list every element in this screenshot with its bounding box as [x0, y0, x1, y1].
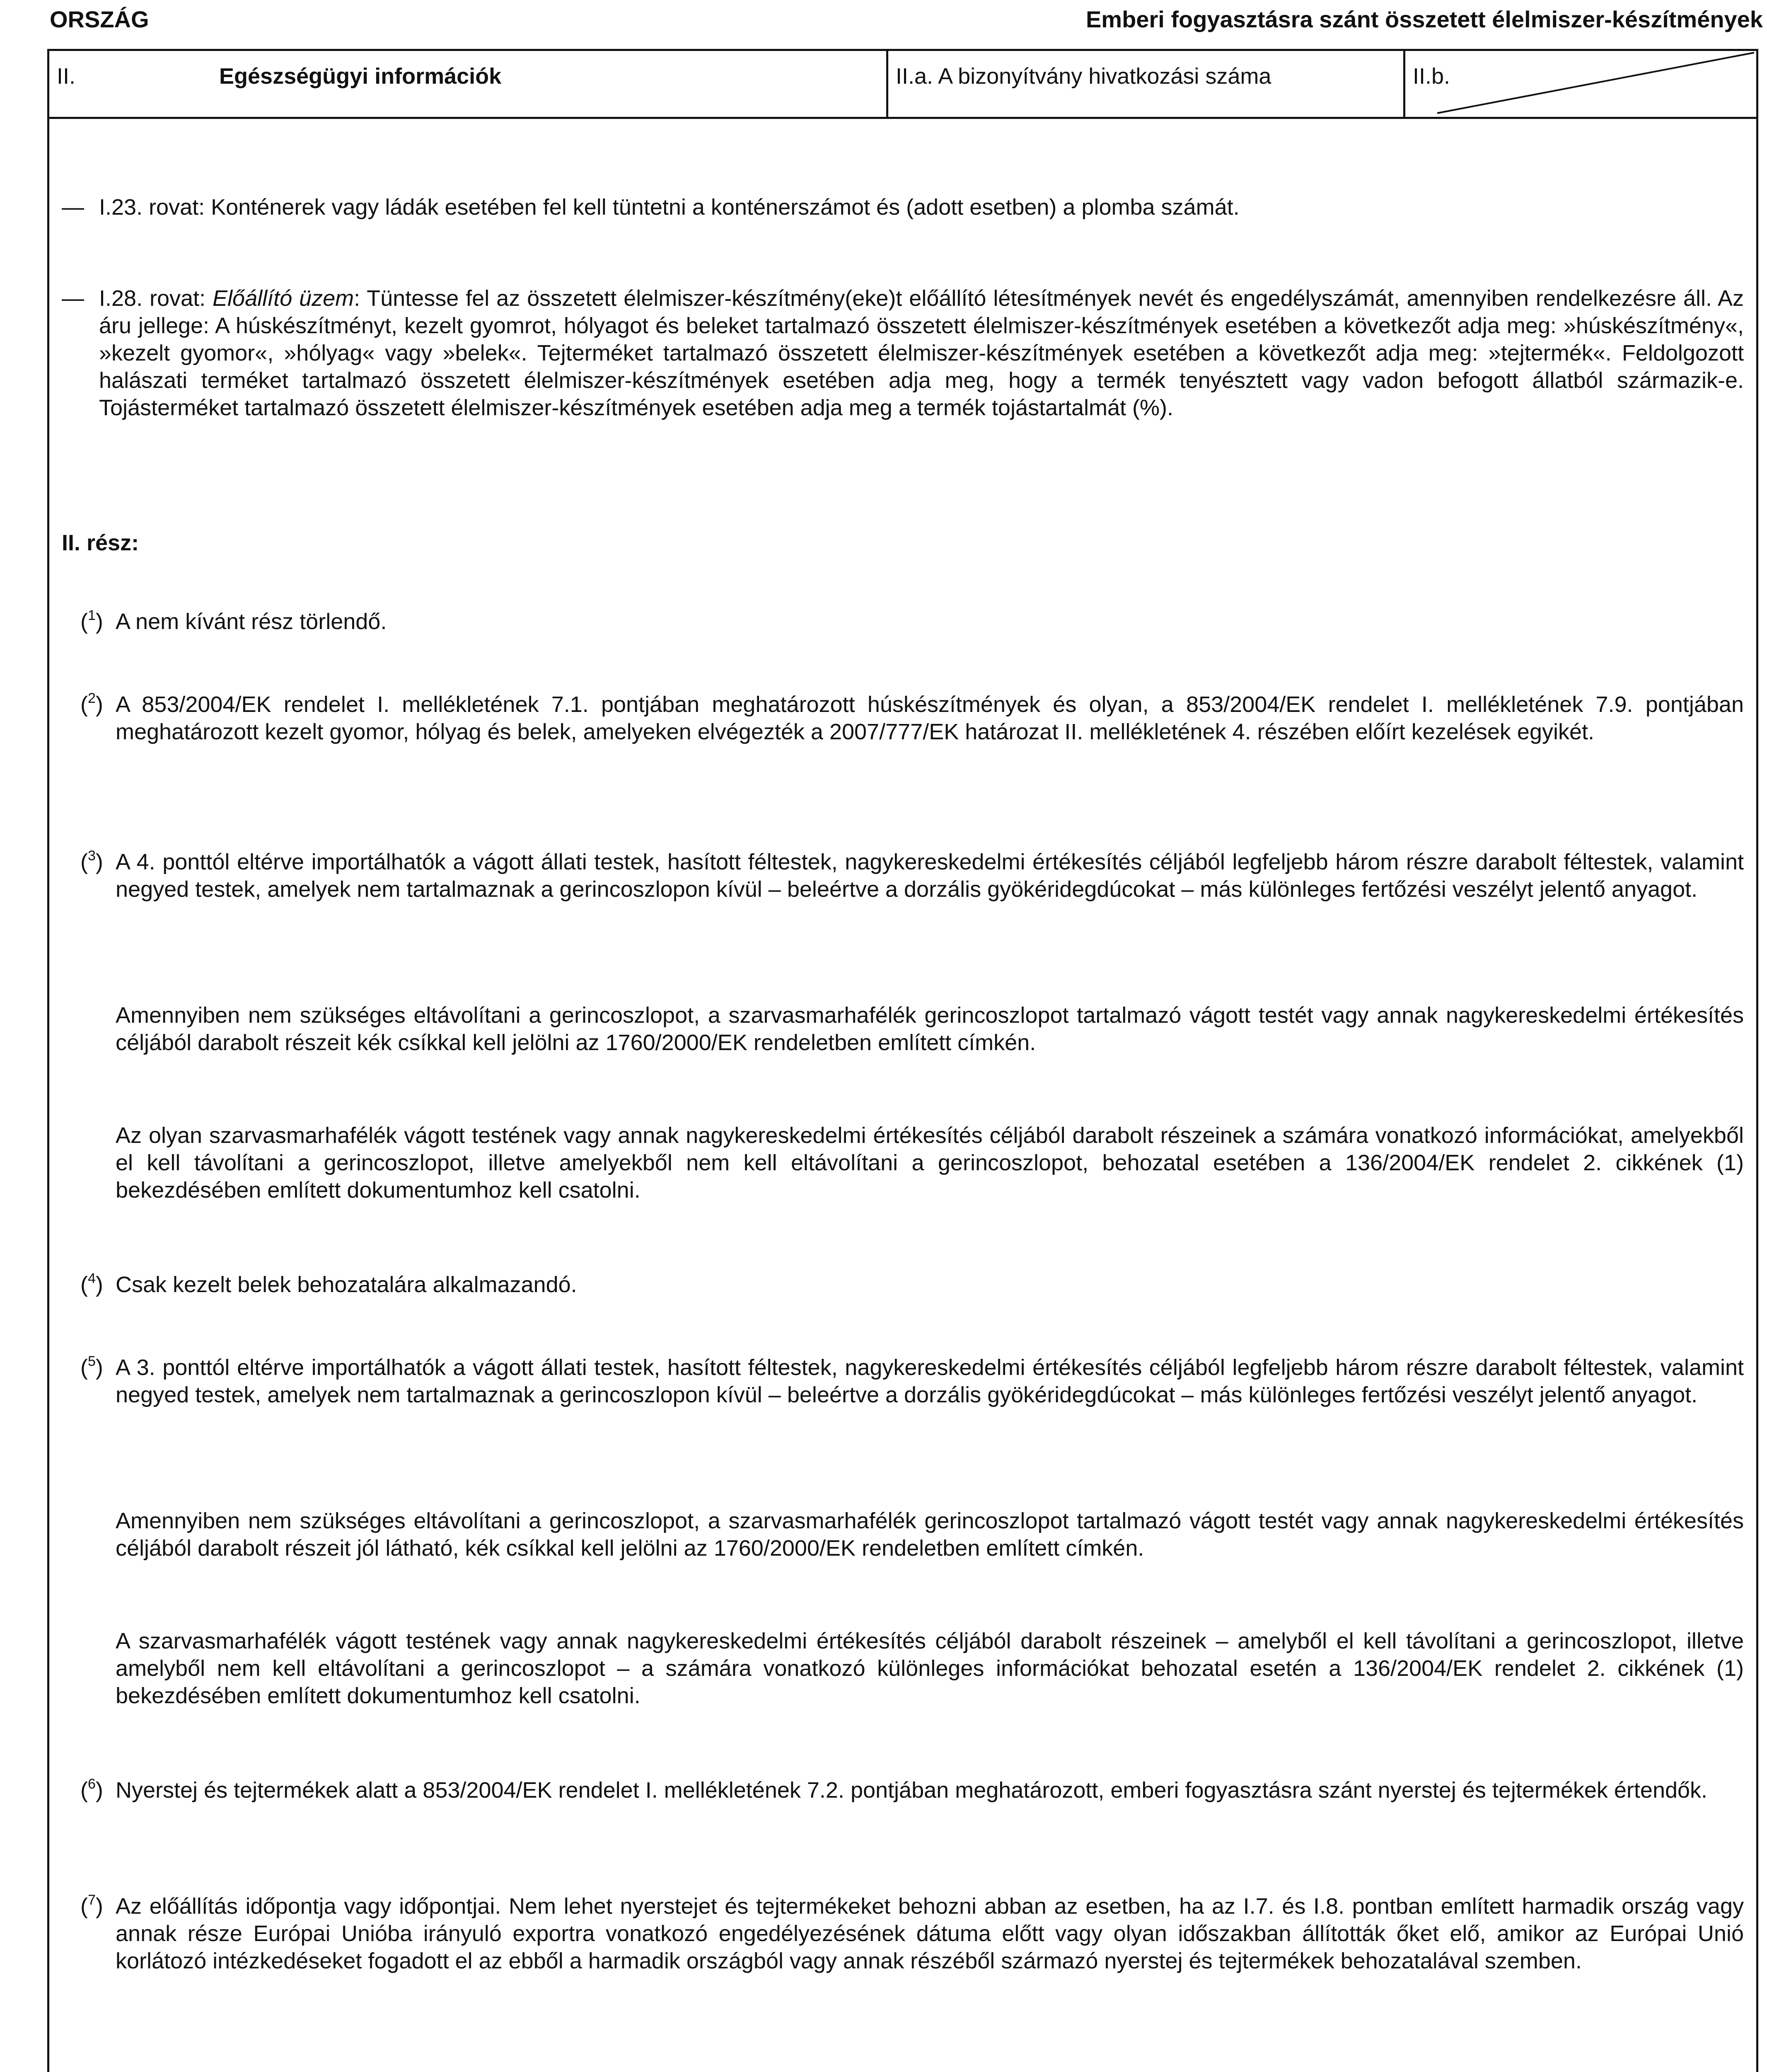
- note-i28-prefix: I.28. rovat:: [99, 286, 213, 311]
- diagonal-strike-line: [1433, 51, 1756, 115]
- reference-b-label: II.b.: [1413, 64, 1450, 89]
- section-title: Egészségügyi információk: [219, 64, 502, 89]
- note-i28: [99, 285, 1744, 421]
- footnote-number: ($^7$): [80, 1892, 103, 1919]
- part-two-heading: II. rész:: [62, 530, 139, 555]
- footnote-number: ($^5$): [80, 1353, 103, 1380]
- section-title-cell: [219, 51, 940, 117]
- footnote-number: ($^1$): [80, 608, 103, 634]
- certificate-frame: [47, 49, 1758, 2072]
- footnote-5-paragraph-3: A szarvasmarhafélék vágott testének vagy annak nagykereskedelmi értékesítés céljából darabolt részeinek – amelyből el kell távolítani a gerincoszlopot, illetve amelyből nem kell eltávolítani a gerincoszlopot – a számára vonatkozó különleges információkat behozatal esetén a 136/2004/EK rendelet 2. cikkének (1) bekezdésében említett dokumentumhoz kell csatolni.: [116, 1629, 1744, 1708]
- footnote-5-paragraph-2: Amennyiben nem szükséges eltávolítani a gerincoszlopot, a szarvasmarhafélék gerincoszlopot tartalmazó vágott testét vagy annak nagykereskedelmi értékesítés céljából darabolt részeit jól látható, kék csíkkal kell jelölni az 1760/2000/EK rendeletben említett címkén.: [116, 1508, 1744, 1561]
- section-number-cell: [49, 51, 219, 117]
- footnote-6-text: Nyerstej és tejtermékek alatt a 853/2004/EK rendelet I. mellékletének 7.2. pontjában meghatározott, emberi fogyasztásra szánt nyerstej és tejtermékek értendők.: [116, 1778, 1708, 1803]
- note-i28-italic: Előállító üzem: [213, 286, 354, 311]
- document-title: Emberi fogyasztásra szánt összetett élelmiszer-készítmények: [1085, 6, 1763, 32]
- footnote-number: ($^3$): [80, 848, 103, 874]
- note-i23: I.23. rovat: Konténerek vagy ládák esetében fel kell tüntetni a konténerszámot és (adott esetben) a plomba számát.: [99, 195, 1240, 220]
- footnote-2-text: A 853/2004/EK rendelet I. mellékletének 7.1. pontjában meghatározott húskészítmények és olyan, a 853/2004/EK rendelet I. mellékletének 7.9. pontjában meghatározott kezelt gyomor, hólyag és belek, amelyeken elvégezték a 2007/777/EK határozat II. mellékletének 4. részében előírt kezelések egyikét.: [116, 692, 1744, 744]
- footnote-1-text: A nem kívánt rész törlendő.: [116, 609, 387, 634]
- footnote-3-text: A 4. ponttól eltérve importálhatók a vágott állati testek, hasított féltestek, nagykereskedelmi értékesítés céljából legfeljebb három részre darabolt féltestek, valamint negyed testek, amelyek nem tartalmaznak a gerincoszlopon kívül – beleértve a dorzális gyökéridegdúcokat – más különleges fertőzési veszélyt jelentő anyagot.: [116, 850, 1744, 902]
- footnote-3-paragraph-2: Amennyiben nem szükséges eltávolítani a gerincoszlopot, a szarvasmarhafélék gerincoszlopot tartalmazó vágott testét vagy annak nagykereskedelmi értékesítés céljából darabolt részeit kék csíkkal kell jelölni az 1760/2000/EK rendeletben említett címkén.: [116, 1003, 1744, 1055]
- reference-number-cell: [886, 51, 1404, 117]
- country-label: ORSZÁG: [50, 6, 149, 32]
- footnote-number: ($^2$): [80, 690, 103, 717]
- footnote-5-text: A 3. ponttól eltérve importálhatók a vágott állati testek, hasított féltestek, nagykereskedelmi értékesítés céljából legfeljebb három részre darabolt féltestek, valamint negyed testek, amelyek nem tartalmaznak a gerincoszlopon kívül – beleértve a dorzális gyökéridegdúcokat – más különleges fertőzési veszélyt jelentő anyagot.: [116, 1355, 1744, 1407]
- footnote-number: ($^6$): [80, 1776, 103, 1803]
- note-i28-body: : Tüntesse fel az összetett élelmiszer-készítmény(eke)t előállító létesítmények nevét és engedélyszámát, amennyiben rendelkezésre áll. Az áru jellege: A húskészítményt, kezelt gyomrot, hólyagot és beleket tartalmazó összetett élelmiszer-készítmények esetében a következőt adja meg: »húskészítmény«, »kezelt gyomor«, »hólyag« vagy »belek«. Tejterméket tartalmazó összetett élelmiszer-készítmények esetében a következőt adja meg: »tejtermék«. Feldolgozott halászati terméket tartalmazó összetett élelmiszer-készítmények esetében adja meg, hogy a termék tenyésztett vagy vadon befogott állatból származik-e. Tojásterméket tartalmazó összetett élelmiszer-készítmények esetében adja meg a termék tojástartalmát (%).: [99, 286, 1744, 420]
- footnote-4-text: Csak kezelt belek behozatalára alkalmazandó.: [116, 1272, 577, 1297]
- footnote-7-text: Az előállítás időpontja vagy időpontjai. Nem lehet nyerstejet és tejtermékeket behozni abban az esetben, ha az I.7. és I.8. pontban említett harmadik ország vagy annak része Európai Unióba irányuló exportra vonatkozó engedélyezésének dátuma előtt vagy olyan időszakban állították őket elő, amikor az Európai Unió korlátozó intézkedéseket fogadott el az ebből a harmadik országból vagy annak részéből származó nyerstej és tejtermékek behozatalával szemben.: [116, 1894, 1744, 1973]
- section-number: II.: [57, 64, 76, 89]
- note-dash: —: [62, 286, 84, 311]
- note-dash: —: [62, 195, 84, 220]
- footnote-3-paragraph-3: Az olyan szarvasmarhafélék vágott testének vagy annak nagykereskedelmi értékesítés céljából darabolt részeinek a számára vonatkozó információkat, amelyekből el kell távolítani a gerincoszlopot, illetve amelyekből nem kell eltávolítani a gerincoszlopot, behozatal esetében a 136/2004/EK rendelet 2. cikkének (1) bekezdésében említett dokumentumhoz kell csatolni.: [116, 1123, 1744, 1203]
- table-header-row: [49, 51, 1756, 119]
- footnote-number: ($^4$): [80, 1271, 103, 1297]
- reference-number-label: II.a. A bizonyítvány hivatkozási száma: [896, 64, 1271, 89]
